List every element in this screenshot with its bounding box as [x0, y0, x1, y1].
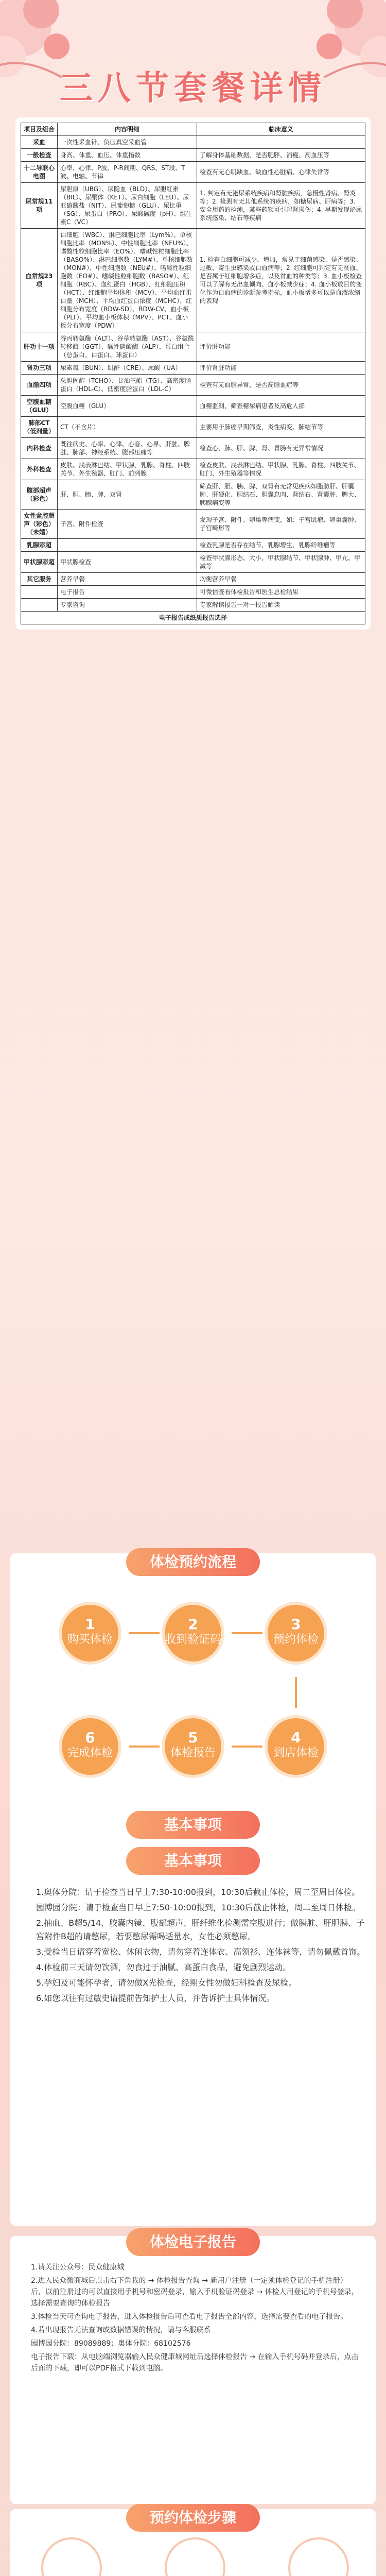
table-row	[21, 332, 365, 362]
table-row	[21, 362, 365, 375]
flow-step-6	[62, 1718, 118, 1775]
table-cell-meaning: 检查皮肤、浅表淋巴结、甲状腺、乳腺、脊柱、四肢关节、肛门、外生殖器等情况	[197, 459, 365, 480]
table-cell-content: 尿素氮（BUN）、肌酐（CRE）、尿酸（UA）	[58, 362, 197, 375]
table-cell-meaning: 检查甲状腺形态、大小，甲状腺结节、甲状腺肿、甲亢、甲减等	[197, 552, 365, 573]
table-cell-content	[58, 539, 197, 552]
report-para: 2.进入民众微商城后点击右下角我的 → 体检报告查询 → 新用户注册（一定须体检登记的手机注册）后，以前注册过的可以直接用手机号和密码登录，输入手机验证码登录 → 体检人用登记的手机号登录，选择需要查询的体检报告	[31, 2277, 359, 2308]
flow-step-num: 4	[291, 1729, 301, 1746]
table-cell-item: 血常规23项	[21, 229, 58, 332]
table-row	[21, 480, 365, 510]
table-cell-content: 皮肤、浅表淋巴结、甲状腺、乳腺、脊柱、四肢关节、外生殖器、肛门、前列腺	[58, 459, 197, 480]
table-row	[21, 586, 365, 599]
header	[0, 0, 386, 108]
table-cell-item: 内科检查	[21, 438, 58, 459]
table-cell-meaning: 检查心、肺、肝、脾、肾、胃肠有无异常情况	[197, 438, 365, 459]
table-cell-meaning: 检查有无心肌缺血、缺血性心脏病、心律失常等	[197, 162, 365, 183]
basics-title: 基本事项	[126, 1811, 260, 1839]
table-cell-content: 心率、心律、P波、P-R间期、QRS、ST段、T波、电轴、节律	[58, 162, 197, 183]
flow-step-5	[165, 1718, 221, 1775]
table-row	[21, 396, 365, 417]
table-cell-meaning: 发现子宫、附件、卵巢等病变，如：子宫肌瘤、卵巢囊肿、子宫畸形等	[197, 510, 365, 539]
table-cell-item: 乳腺彩超	[21, 539, 58, 552]
flow-arrow	[129, 1745, 160, 1748]
report-title: 体检电子报告	[126, 2228, 260, 2256]
table-cell-item	[21, 586, 58, 599]
booking-step-1-icon	[41, 2537, 102, 2576]
table-cell-content: 白细胞（WBC）、淋巴细胞比率（Lym%）、单核细胞比率（MON%）、中性细胞比率（NEU%）、嗜酸性粒细胞比率（EO%）、嗜碱性粒细胞比率（BASO%）、淋巴细胞数（LYM#）、单核细胞数（MON#）、中性细胞数（NEU#）、嗜酸性粒细胞数（EO#）、嗜碱性粒细胞数（BASO#）、红细胞（RBC）、血红蛋白（HGB）、红细胞压积（HCT）、红细胞平均体积（MCV）、平均血红蛋白量（MCH）、平均血红蛋白浓度（MCHC）、红细胞分布宽度（RDW-SD）、RDW-CV、血小板（PLT）、平均血小板体积（MPV）、PCT、血小板分布宽度（PDW）	[58, 229, 197, 332]
report-para: 1.请关注公众号：民众健康城	[31, 2263, 125, 2272]
table-cell-content: 总胆固醇（TCHO）、甘油三酯（TG）、高密度脂蛋白（HDL-C）、低密度脂蛋白（LDL-C）	[58, 375, 197, 396]
table-cell-meaning: 评价肾脏功能	[197, 362, 365, 375]
report-section	[10, 2233, 376, 2504]
table-cell-item: 肾功三项	[21, 362, 58, 375]
table-cell-content: 谷丙转氨酶（ALT）、谷草转氨酶（AST）、谷氨酰转移酶（GGT）、碱性磷酸酶（ALP）、蛋白组合（总蛋白、白蛋白、球蛋白）	[58, 332, 197, 362]
table-cell-content: 既往病史、心率、心律、心音、心界、肝脏、脾脏、肺部、神经系统、腹部压痛等	[58, 438, 197, 459]
basics-title-2: 基本事项	[126, 1847, 260, 1875]
table-row	[21, 539, 365, 552]
table-row	[21, 375, 365, 396]
table-row	[21, 599, 365, 612]
table-row	[21, 149, 365, 162]
table-row	[21, 552, 365, 573]
table-cell-item	[21, 599, 58, 612]
report-para: 4.若出现报告无法查询或数据错误的情况，请与客服联系	[31, 2326, 211, 2334]
report-para: 3.体检当天可查询电子报告，进入体检报告后可查看电子报告全部内容，选择需要查看的电子报告。	[31, 2313, 348, 2321]
table-cell-meaning: 筛查肝、胆、胰、脾、双肾有无常见疾病如脂肪肝、肝囊肿、肝硬化、胆结石、胆囊息肉、肾结石、肾囊肿、脾大、胰腺病变等	[197, 480, 365, 510]
table-cell-content: 尿胆原（UBG）、尿隐血（BLD）、尿胆红素（BIL）、尿酮体（KET）、尿白细胞（LEU）、尿亚硝酸盐（NIT）、尿葡萄糖（GLU）、尿比重（SG）、尿蛋白（PRO）、尿酸碱度（pH）、维生素C（VC）	[58, 183, 197, 229]
flow-arrow	[232, 1745, 262, 1748]
basics-section	[10, 1852, 376, 2226]
table-cell-item: 腹部超声（彩色）	[21, 480, 58, 510]
table-cell-meaning: 检查乳腺是否存在结节，乳腺增生、乳腺纤维瘤等	[197, 539, 365, 552]
flow-arrow	[295, 1677, 297, 1708]
flow-step-num: 5	[188, 1729, 198, 1746]
table-row	[21, 183, 365, 229]
table-cell-meaning: 专家解读报告一对一报告解读	[197, 599, 365, 612]
table-cell-content: 专家咨询	[58, 599, 197, 612]
table-cell-item: 一般检查	[21, 149, 58, 162]
table-body	[21, 136, 365, 612]
table-cell-content: 一次性采血针、负压真空采血管	[58, 136, 197, 149]
flow-step-label: 完成体检	[67, 1747, 113, 1759]
booking-section	[10, 2509, 376, 2576]
table-row	[21, 417, 365, 438]
package-table-card	[15, 117, 371, 630]
flow-step-label: 预约体检	[273, 1633, 319, 1646]
booking-step-3-icon	[288, 2537, 349, 2576]
table-cell-item: 十二导联心电图	[21, 162, 58, 183]
table-cell-meaning: 了解身体基础数据，是否肥胖、消瘦、高血压等	[197, 149, 365, 162]
flow-step-label: 到店体检	[273, 1747, 319, 1759]
table-cell-content: CT（不含片）	[58, 417, 197, 438]
table-cell-content: 身高、体重、血压、体重指数	[58, 149, 197, 162]
table-cell-meaning: 主要用于肺癌早期筛查，炎性病变、肺结节等	[197, 417, 365, 438]
basics-para: 1.奥体分院：请于检查当日早上7:30-10:00报到，10:30后截止体检，周二至周日体检。	[36, 1887, 360, 1897]
flow-title: 体检预约流程	[126, 1548, 260, 1576]
header-item: 项目及组合	[21, 123, 58, 136]
table-row	[21, 162, 365, 183]
report-para: 园博园分院：89089889；奥体分院：68102576	[31, 2340, 191, 2348]
booking-title: 预约体检步骤	[126, 2504, 260, 2532]
table-footnote: 电子报告或纸质报告选择	[21, 612, 365, 624]
flow-step-1	[62, 1605, 118, 1662]
flow-step-label: 购买体检	[67, 1633, 113, 1646]
table-footnote-row	[21, 612, 365, 624]
basics-para: 4.体检前三天请勿饮酒，勿食过于油腻、高蛋白食品，避免剧烈运动。	[36, 1962, 291, 1972]
table-row	[21, 459, 365, 480]
table-cell-item: 甲状腺彩超	[21, 552, 58, 573]
table-cell-meaning: 均衡营养早餐	[197, 573, 365, 586]
table-cell-item: 外科检查	[21, 459, 58, 480]
flow-step-label: 收到验证码	[165, 1633, 222, 1646]
header-content: 内容明细	[58, 123, 197, 136]
table-cell-content: 子宫、附件检查	[58, 510, 197, 539]
basics-para: 5.孕妇及可能怀孕者，请勿做X光检查，经期女性勿做妇科检查及尿检。	[36, 1978, 297, 1988]
table-cell-meaning	[197, 136, 365, 149]
flow-step-num: 1	[85, 1616, 95, 1633]
report-para: 电子报告下载：从电脑端浏览器输入民众健康城网址后选择体检报告 → 在输入手机号码并登录后，点击后面的下载，即可以PDF格式下载到电脑。	[31, 2353, 359, 2372]
table-cell-content: 营养早餐	[58, 573, 197, 586]
table-cell-meaning: 1. 检查白细胞可减少，增加，常见于细菌感染、是否感染、过敏、寄生虫感染或白血病等；2. 红细胞可判定有无贫血、是否属于红细胞增多症，以及贫血的种类等；3. 血小板检查可以了解有无出血倾向、血小板减少症；4. 血小板数目的变化作为白血病的诊断参考指标，血小板增多可以是血液浓缩的表现	[197, 229, 365, 332]
header-meaning: 临床意义	[197, 123, 365, 136]
table-cell-meaning: 1. 判定有无泌尿系统疾病和肾脏疾病，急慢性肾病、肾炎等；2. 检测有无其他系统的疾病，如糖尿病、肝病等；3. 安全用药的检测，某些药物可引起肾损伤；4. 早期发现泌尿系统感染、结石等疾病	[197, 183, 365, 229]
table-cell-meaning: 可微信查看体检报告和医生总检结果	[197, 586, 365, 599]
table-cell-item: 其它服务	[21, 573, 58, 586]
table-cell-item: 血脂四项	[21, 375, 58, 396]
flow-step-2	[165, 1605, 221, 1662]
flow-step-3	[268, 1605, 324, 1662]
flow-arrow	[129, 1632, 160, 1634]
flow-step-num: 6	[85, 1729, 95, 1746]
table-cell-meaning: 血糖监测，筛查糖尿病患者及高危人群	[197, 396, 365, 417]
table-cell-content: 电子报告	[58, 586, 197, 599]
table-row	[21, 438, 365, 459]
flow-step-num: 3	[291, 1616, 301, 1633]
flow-step-4	[268, 1718, 324, 1775]
table-row	[21, 510, 365, 539]
flow-arrow	[232, 1632, 262, 1634]
table-cell-item: 肝功十一项	[21, 332, 58, 362]
basics-para: 园博园分院：请于检查当日早上7:50-10:00报到，10:30后截止体检，周二至周日体检。	[36, 1903, 360, 1912]
table-cell-content: 肝、胆、胰、脾、双肾	[58, 480, 197, 510]
table-cell-content: 空腹血糖（GLU）	[58, 396, 197, 417]
table-cell-item: 空腹血糖（GLU）	[21, 396, 58, 417]
table-cell-item: 女性盆腔超声（彩色）（未婚）	[21, 510, 58, 539]
table-row	[21, 136, 365, 149]
table-cell-item: 尿常规11项	[21, 183, 58, 229]
table-row	[21, 573, 365, 586]
flow-step-label: 体检报告	[170, 1747, 216, 1759]
basics-text	[36, 1886, 371, 2007]
page-title: 三八节套餐详情	[60, 70, 326, 108]
table-cell-content: 甲状腺检查	[58, 552, 197, 573]
flow-step-num: 2	[188, 1616, 198, 1633]
basics-para: 6.如您以往有过敏史请提前告知护士人员，并告诉护士具体情况。	[36, 1993, 275, 2003]
table-header-row	[21, 123, 365, 136]
table-cell-item: 采血	[21, 136, 58, 149]
table-cell-item: 肺部CT（低剂量）	[21, 417, 58, 438]
table-row	[21, 229, 365, 332]
table-cell-meaning: 检查有无血脂异常，是否高脂血症等	[197, 375, 365, 396]
table-cell-meaning: 评价肝功能	[197, 332, 365, 362]
booking-step-2-icon	[165, 2537, 225, 2576]
basics-para: 2.抽血、B超5/14、胶囊内镜、腹部超声、肝纤维化检测需空腹进行；做胰脏、肝胆胰、子宫附件B超的请憋尿，若要憋尿需喝适量水，女性必须憋尿。	[36, 1918, 365, 1941]
basics-para: 3.受检当日请穿着宽松、休闲衣物，请勿穿着连体衣、高领衫、连体袜等，请勿佩戴首饰。	[36, 1947, 365, 1957]
package-table	[21, 123, 365, 624]
report-text	[31, 2262, 360, 2376]
